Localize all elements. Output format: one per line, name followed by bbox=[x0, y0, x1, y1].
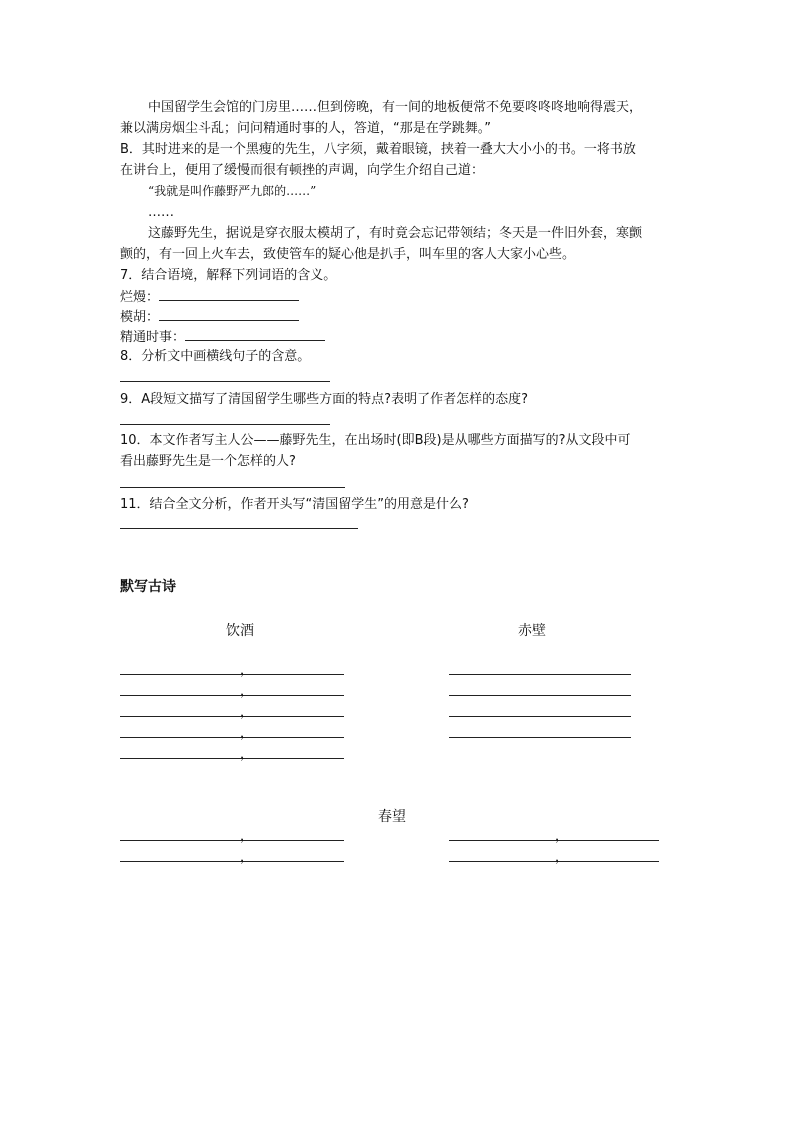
poem-title-chunwang: 春望 bbox=[378, 809, 406, 825]
answer-blank[interactable] bbox=[185, 326, 325, 341]
term-label: 模胡： bbox=[120, 310, 160, 325]
poem-line[interactable] bbox=[449, 737, 631, 738]
poem-line[interactable] bbox=[120, 758, 344, 759]
answer-blank[interactable] bbox=[159, 286, 299, 301]
passage-b-line1: B．其时进来的是一个黑瘦的先生，八字须，戴着眼镜，挟着一叠大大小小的书。一将书放 bbox=[120, 142, 636, 157]
question-10-line1: 10．本文作者写主人公——藤野先生，在出场时(即B段)是从哪些方面描写的?从文段中可 bbox=[120, 433, 631, 448]
poem-line[interactable] bbox=[449, 695, 631, 696]
question-9: 9．A段短文描写了清国留学生哪些方面的特点?表明了作者怎样的态度? bbox=[120, 392, 528, 407]
poem-line[interactable] bbox=[120, 861, 344, 862]
poem-line[interactable] bbox=[120, 840, 344, 841]
poem-comma: ， bbox=[240, 705, 254, 720]
passage-a-line2: 兼以满房烟尘斗乱；问问精通时事的人，答道，“那是在学跳舞。” bbox=[120, 121, 491, 136]
poem-comma: ， bbox=[240, 850, 254, 865]
poem-title-yinjiu: 饮酒 bbox=[226, 623, 254, 639]
term-row-3 bbox=[120, 326, 680, 348]
passage-c-line1: 这藤野先生，据说是穿衣服太模胡了，有时竟会忘记带领结；冬天是一件旧外套，寒颤 bbox=[148, 226, 643, 241]
poem-line[interactable] bbox=[449, 716, 631, 717]
poem-line[interactable] bbox=[120, 716, 344, 717]
poem-comma: ， bbox=[555, 829, 569, 844]
answer-line-q9[interactable] bbox=[120, 424, 330, 425]
poem-line[interactable] bbox=[120, 674, 344, 675]
poem-line[interactable] bbox=[449, 674, 631, 675]
answer-line-q10[interactable] bbox=[120, 487, 345, 488]
passage-a-line1: 中国留学生会馆的门房里……但到傍晚，有一间的地板便常不免要咚咚咚地响得震天， bbox=[148, 100, 643, 115]
answer-line-q11[interactable] bbox=[120, 528, 358, 529]
poem-comma: ， bbox=[240, 726, 254, 741]
answer-blank[interactable] bbox=[159, 306, 299, 321]
poem-title-chibi: 赤壁 bbox=[518, 623, 546, 639]
poem-line[interactable] bbox=[120, 737, 344, 738]
poem-line[interactable] bbox=[449, 861, 659, 862]
poem-comma: ， bbox=[240, 663, 254, 678]
poem-line[interactable] bbox=[449, 840, 659, 841]
term-row-1 bbox=[120, 286, 680, 308]
term-label: 烂熳： bbox=[120, 290, 160, 305]
poem-comma: ， bbox=[555, 850, 569, 865]
question-10-line2: 看出藤野先生是一个怎样的人? bbox=[120, 454, 296, 469]
poem-line[interactable] bbox=[120, 695, 344, 696]
term-row-2 bbox=[120, 306, 680, 328]
answer-line-q8[interactable] bbox=[120, 381, 330, 382]
passage-b-quote: “我就是叫作藤野严九郎的……” bbox=[148, 184, 317, 198]
term-label: 精通时事： bbox=[120, 330, 186, 345]
section-title: 默写古诗 bbox=[120, 579, 176, 595]
passage-b-line2: 在讲台上，便用了缓慢而很有顿挫的声调，向学生介绍自己道： bbox=[120, 163, 485, 178]
passage-c-line2: 颤的，有一回上火车去，致使管车的疑心他是扒手，叫车里的客人大家小心些。 bbox=[120, 247, 576, 262]
question-7: 7．结合语境，解释下列词语的含义。 bbox=[120, 268, 337, 283]
poem-comma: ， bbox=[240, 684, 254, 699]
poem-comma: ， bbox=[240, 747, 254, 762]
poem-comma: ， bbox=[240, 829, 254, 844]
question-8: 8．分析文中画横线句子的含意。 bbox=[120, 349, 311, 364]
question-11: 11．结合全文分析，作者开头写“清国留学生”的用意是什么? bbox=[120, 497, 469, 512]
passage-ellipsis: …… bbox=[148, 205, 174, 220]
